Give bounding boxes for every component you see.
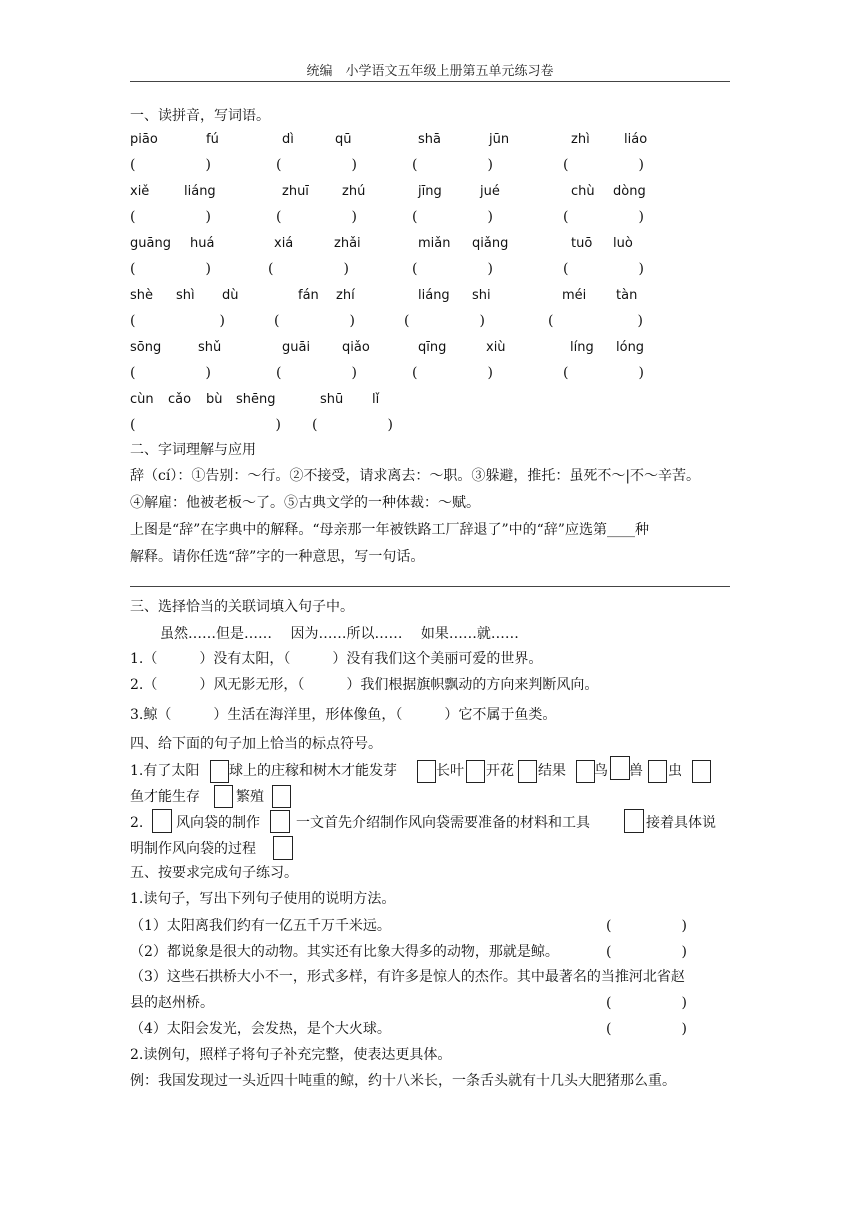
punctuation-box[interactable] [273, 836, 293, 860]
pinyin-syllable: xiě [130, 184, 150, 199]
answer-bracket[interactable]: ( ) [130, 157, 211, 173]
answer-bracket-4[interactable]: ( ) [606, 1021, 687, 1037]
pinyin-syllable: shǔ [198, 340, 222, 355]
punct-q1-line2-text-2: 繁殖 [236, 789, 264, 805]
pinyin-syllable: zhuī [282, 184, 309, 199]
pinyin-syllable: qū [335, 132, 352, 147]
punctuation-box[interactable] [518, 760, 537, 783]
section-1-title: 一、读拼音，写词语。 [130, 108, 270, 124]
pinyin-syllable: xiá [274, 236, 294, 251]
answer-bracket[interactable]: ( ) [563, 365, 644, 381]
dictionary-definition-line-1: 辞（cí）：①告别：～行。②不接受，请求离去：～职。③躲避，推托：虽死不～|不～辛苦。 [130, 468, 701, 484]
punctuation-box[interactable] [624, 809, 644, 833]
pinyin-syllable: liáng [418, 288, 450, 303]
punct-q2-text-2: 一文首先介绍制作风向袋需要准备的材料和工具 [296, 815, 590, 831]
pinyin-syllable: zhí [336, 288, 355, 303]
pinyin-syllable: fán [298, 288, 319, 303]
punctuation-box[interactable] [417, 760, 436, 783]
section-5-sub-1: 1.读句子，写出下列句子使用的说明方法。 [130, 891, 396, 907]
pinyin-syllable: miǎn [418, 236, 451, 251]
dictionary-definition-line-2: ④解雇：他被老板～了。⑤古典文学的一种体裁：～赋。 [130, 495, 480, 511]
pinyin-syllable: guāng [130, 236, 171, 251]
answer-bracket[interactable]: ( ) [130, 261, 211, 277]
answer-bracket[interactable]: ( ) [268, 261, 349, 277]
pinyin-syllable: tuō [571, 236, 593, 251]
punctuation-box[interactable] [152, 809, 172, 833]
page-header-title: 统编 小学语文五年级上册第五单元练习卷 [306, 64, 554, 79]
punct-q1-text-8: 虫 [668, 763, 682, 779]
pinyin-syllable: bù [206, 392, 223, 407]
answer-bracket[interactable]: ( ) [130, 417, 281, 433]
pinyin-syllable: dì [282, 132, 294, 147]
answer-bracket[interactable]: ( ) [563, 157, 644, 173]
answer-bracket[interactable]: ( ) [276, 157, 357, 173]
pinyin-syllable: lóng [616, 340, 645, 355]
answer-bracket[interactable]: ( ) [412, 365, 493, 381]
punct-q2-text-1: 风向袋的制作 [176, 815, 260, 831]
answer-bracket[interactable]: ( ) [276, 365, 357, 381]
answer-bracket[interactable]: ( ) [130, 209, 211, 225]
pinyin-syllable: dòng [613, 184, 646, 199]
pinyin-syllable: jūn [489, 132, 510, 147]
answer-bracket[interactable]: ( ) [548, 313, 643, 329]
pinyin-syllable: cǎo [168, 392, 192, 407]
punctuation-box[interactable] [270, 810, 290, 833]
pinyin-syllable: shā [418, 132, 441, 147]
punct-q1-text-4: 开花 [486, 763, 514, 779]
pinyin-syllable: zhì [571, 132, 590, 147]
answer-bracket[interactable]: ( ) [274, 313, 355, 329]
example-sentence: 例：我国发现过一头近四十吨重的鲸，约十八米长，一条舌头就有十几头大肥猪那么重。 [130, 1073, 676, 1089]
pinyin-syllable: qiǎo [342, 340, 370, 355]
pinyin-syllable: dù [222, 288, 239, 303]
answer-bracket[interactable]: ( ) [563, 261, 644, 277]
punctuation-box[interactable] [466, 760, 485, 783]
section-3-title: 三、选择恰当的关联词填入句子中。 [130, 599, 354, 615]
punct-q2-text-3: 接着具体说 [646, 815, 716, 831]
punctuation-box[interactable] [610, 756, 630, 780]
explanation-item-2: （2）都说象是很大的动物。其实还有比象大得多的动物，那就是鲸。 [130, 944, 559, 960]
pinyin-syllable: qīng [418, 340, 447, 355]
answer-bracket[interactable]: ( ) [130, 365, 211, 381]
punctuation-box[interactable] [648, 760, 667, 783]
pinyin-syllable: shēng [236, 392, 276, 407]
punctuation-box[interactable] [214, 785, 233, 808]
pinyin-syllable: shi [472, 288, 491, 303]
section-4-title: 四、给下面的句子加上恰当的标点符号。 [130, 736, 382, 752]
answer-bracket[interactable]: ( ) [563, 209, 644, 225]
answer-bracket-3[interactable]: ( ) [606, 995, 687, 1011]
conjunction-question-2: 2.（ ）风无影无形，（ ）我们根据旗帜飘动的方向来判断风向。 [130, 677, 599, 693]
explanation-item-4: （4）太阳会发光，会发热，是个大火球。 [130, 1021, 391, 1037]
section-2-title: 二、字词理解与应用 [130, 442, 256, 458]
question-line-2: 解释。请你任选“辞”字的一种意思，写一句话。 [130, 549, 425, 565]
punctuation-box[interactable] [272, 785, 291, 808]
pinyin-syllable: guāi [282, 340, 311, 355]
answer-bracket[interactable]: ( ) [412, 209, 493, 225]
pinyin-syllable: liáng [184, 184, 216, 199]
answer-bracket-2[interactable]: ( ) [606, 944, 687, 960]
explanation-item-3-cont: 县的赵州桥。 [130, 995, 214, 1011]
conjunction-question-1: 1.（ ）没有太阳，（ ）没有我们这个美丽可爱的世界。 [130, 651, 543, 667]
answer-line[interactable] [130, 586, 730, 587]
explanation-item-3: （3）这些石拱桥大小不一，形式多样，有许多是惊人的杰作。其中最著名的当推河北省赵 [130, 969, 685, 985]
punct-q1-text-6: 鸟 [594, 763, 608, 779]
punctuation-box[interactable] [692, 760, 711, 783]
answer-bracket[interactable]: ( ) [412, 157, 493, 173]
pinyin-syllable: shū [320, 392, 344, 407]
conjunction-options: 虽然……但是…… 因为……所以…… 如果……就…… [160, 626, 519, 642]
pinyin-syllable: líng [570, 340, 594, 355]
answer-bracket[interactable]: ( ) [276, 209, 357, 225]
pinyin-syllable: zhú [342, 184, 366, 199]
pinyin-syllable: shè [130, 288, 154, 303]
pinyin-syllable: qiǎng [472, 236, 509, 251]
pinyin-syllable: cùn [130, 392, 154, 407]
pinyin-syllable: lǐ [372, 392, 380, 407]
section-5-title: 五、按要求完成句子练习。 [130, 865, 298, 881]
answer-bracket-1[interactable]: ( ) [606, 918, 687, 934]
pinyin-syllable: luò [613, 236, 633, 251]
pinyin-syllable: liáo [624, 132, 648, 147]
conjunction-question-3: 3.鲸（ ）生活在海洋里，形体像鱼，（ ）它不属于鱼类。 [130, 707, 557, 723]
header-divider [130, 81, 730, 82]
answer-bracket[interactable]: ( ) [130, 313, 225, 329]
punct-q2-line2: 明制作风向袋的过程 [130, 841, 256, 857]
punct-q1-text-5: 结果 [538, 763, 566, 779]
answer-bracket[interactable]: ( ) [312, 417, 393, 433]
pinyin-syllable: jué [480, 184, 500, 199]
answer-bracket[interactable]: ( ) [412, 261, 493, 277]
pinyin-syllable: zhǎi [334, 236, 361, 251]
explanation-item-1: （1）太阳离我们约有一亿五千万千米远。 [130, 918, 391, 934]
punctuation-box[interactable] [210, 760, 229, 783]
punct-q2-number: 2. [130, 815, 144, 831]
punct-q1-text-2: 球上的庄稼和树木才能发芽 [229, 763, 397, 779]
pinyin-syllable: chù [571, 184, 595, 199]
punct-q1-text-3: 长叶 [436, 763, 464, 779]
punct-q1-text-7: 兽 [629, 763, 643, 779]
punct-q1-text-1: 1.有了太阳 [130, 763, 200, 779]
answer-bracket[interactable]: ( ) [404, 313, 485, 329]
pinyin-syllable: xiù [486, 340, 506, 355]
pinyin-syllable: sōng [130, 340, 162, 355]
pinyin-syllable: piāo [130, 132, 158, 147]
pinyin-syllable: tàn [616, 288, 638, 303]
pinyin-syllable: shì [176, 288, 195, 303]
question-line-1: 上图是“辞”在字典中的解释。“母亲那一年被铁路工厂辞退了”中的“辞”应选第____种 [130, 522, 649, 538]
pinyin-syllable: fú [206, 132, 219, 147]
section-5-sub-2: 2.读例句，照样子将句子补充完整，使表达更具体。 [130, 1047, 452, 1063]
pinyin-syllable: jīng [418, 184, 442, 199]
punct-q1-line2-text-1: 鱼才能生存 [130, 789, 200, 805]
pinyin-syllable: huá [190, 236, 215, 251]
pinyin-syllable: méi [562, 288, 587, 303]
punctuation-box[interactable] [576, 760, 595, 783]
